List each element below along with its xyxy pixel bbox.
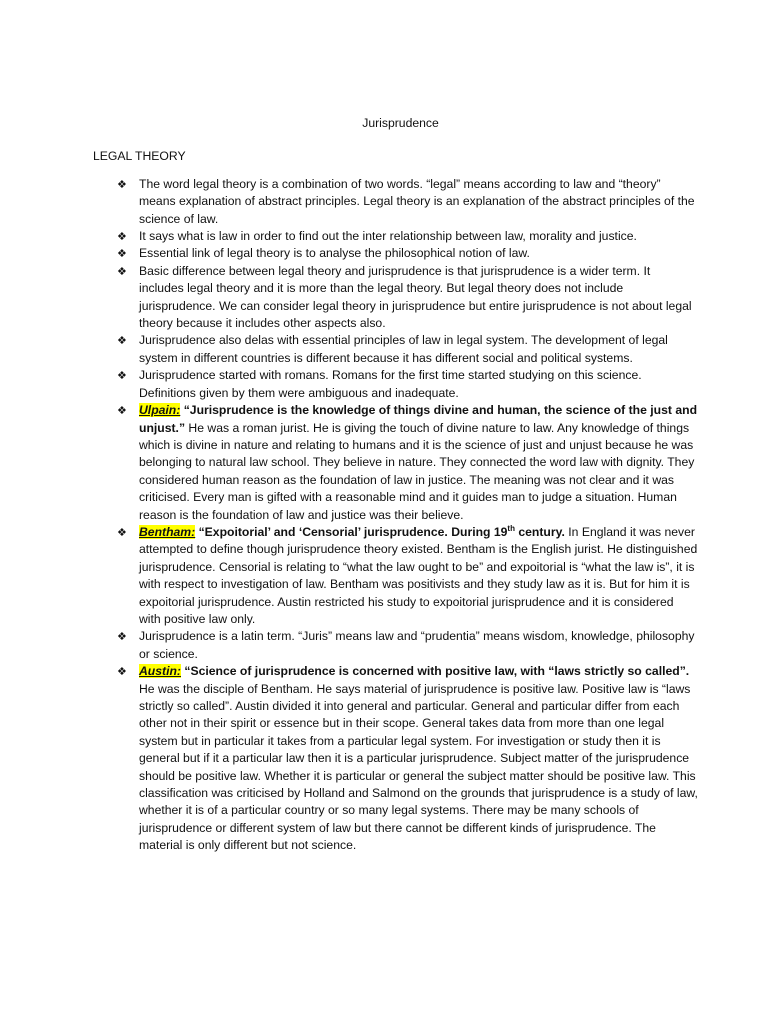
list-item — [93, 332, 698, 367]
bullet-text: Jurisprudence is a latin term. “Juris” means law and “prudentia” means wisdom, knowledge, philosophy or science. — [139, 629, 695, 661]
highlighted-jurist-name: Ulpain: — [139, 403, 181, 418]
definition-quote: “Expoitorial’ and ‘Censorial’ jurisprudence. During 19 — [195, 524, 508, 539]
diamond-bullet-icon: ❖ — [117, 404, 127, 418]
definition-quote: “Science of jurisprudence is concerned with positive law, with “laws strictly so called”. — [180, 664, 690, 679]
list-item — [93, 628, 698, 663]
bullet-text: In England it was never attempted to define though jurisprudence theory existed. Bentham is the English jurist. He distinguished jurisprudence. Censorial is relating to “what the law ought to be” and expoitorial is “what the law is”, it is with respect to investigation of law. Bentham was positivists and they study law as it is. But for him it is expoitorial jurisprudence. Austin restricted his study to expoitorial jurisprudence and it is considered with positive law only. — [139, 524, 698, 626]
highlighted-jurist-name: Austin: — [139, 664, 181, 679]
diamond-bullet-icon: ❖ — [117, 177, 127, 191]
list-item-ulpain — [93, 402, 698, 524]
list-item — [93, 228, 698, 245]
diamond-bullet-icon: ❖ — [117, 230, 127, 244]
diamond-bullet-icon: ❖ — [117, 665, 127, 679]
bullet-text: He was the disciple of Bentham. He says material of jurisprudence is positive law. Positive law is “laws strictly so called”. Austin divided it into general and particular. General and particular differ from each other not in their spirit or essence but in their scope. General takes data from more than one legal system but in particular it takes from a particular legal system. For investigation or study then it is general but if it a particular law then it is a particular jurisprudence. Subject matter of the jurisprudence should be positive law. Whether it is particular or general the subject matter should be positive law. This classification was criticised by Holland and Salmond on the grounds that jurisprudence is a study of law, whether it is of a particular country or so many legal systems. There may be many schools of jurisprudence or different system of law but there cannot be different kinds of jurisprudence. The material is only different but not science. — [139, 681, 698, 853]
bullet-text: It says what is law in order to find out the inter relationship between law, morality and justice. — [139, 229, 637, 244]
list-item — [93, 263, 698, 333]
bullet-text: Basic difference between legal theory and jurisprudence is that jurisprudence is a wider term. It includes legal theory and it is more than the legal theory. But legal theory does not include jurisprudence. We can consider legal theory in jurisprudence but entire jurisprudence is not about legal theory because it includes other aspects also. — [139, 263, 692, 331]
highlighted-jurist-name: Bentham: — [139, 524, 196, 539]
diamond-bullet-icon: ❖ — [117, 247, 127, 261]
list-item — [93, 245, 698, 262]
diamond-bullet-icon: ❖ — [117, 369, 127, 383]
superscript-ordinal: th — [507, 523, 515, 533]
bullet-text: The word legal theory is a combination of two words. “legal” means according to law and “theory” means explanation of abstract principles. Legal theory is an explanation of the abstract principles of the science of law. — [139, 176, 695, 226]
diamond-bullet-icon: ❖ — [117, 630, 127, 644]
definition-quote-tail: century. — [514, 524, 565, 539]
bullet-text: Jurisprudence started with romans. Romans for the first time started studying on this science. Definitions given by them were ambiguous and inadequate. — [139, 368, 642, 400]
document-title: Jurisprudence — [362, 116, 439, 130]
diamond-bullet-icon: ❖ — [117, 525, 127, 539]
diamond-bullet-icon: ❖ — [117, 334, 127, 348]
list-item — [93, 367, 698, 402]
list-item-bentham — [93, 524, 698, 628]
bullet-text: Essential link of legal theory is to analyse the philosophical notion of law. — [139, 246, 530, 261]
section-heading: LEGAL THEORY — [93, 149, 186, 164]
bullet-text: Jurisprudence also delas with essential principles of law in legal system. The development of legal system in different countries is different because it has different social and political systems. — [139, 333, 668, 365]
list-item-austin — [93, 663, 698, 854]
definition-quote: “Jurisprudence is the knowledge of things divine and human, the science of the just and unjust.” — [139, 403, 698, 435]
bullet-text: He was a roman jurist. He is giving the touch of divine nature to law. Any knowledge of things which is divine in nature and relating to humans and it is the science of just and unjust because he was belonging to natural law school. They believe in nature. They connected the word law with dignity. They considered human reason as the foundation of law in justice. The meaning was not clear and it was criticised. Every man is gifted with a reasonable mind and it guides man to judge a situation. Human reason is the foundation of law and justice was their believe. — [139, 420, 695, 522]
diamond-bullet-icon: ❖ — [117, 264, 127, 278]
list-item — [93, 176, 698, 228]
bullet-list — [93, 176, 698, 855]
